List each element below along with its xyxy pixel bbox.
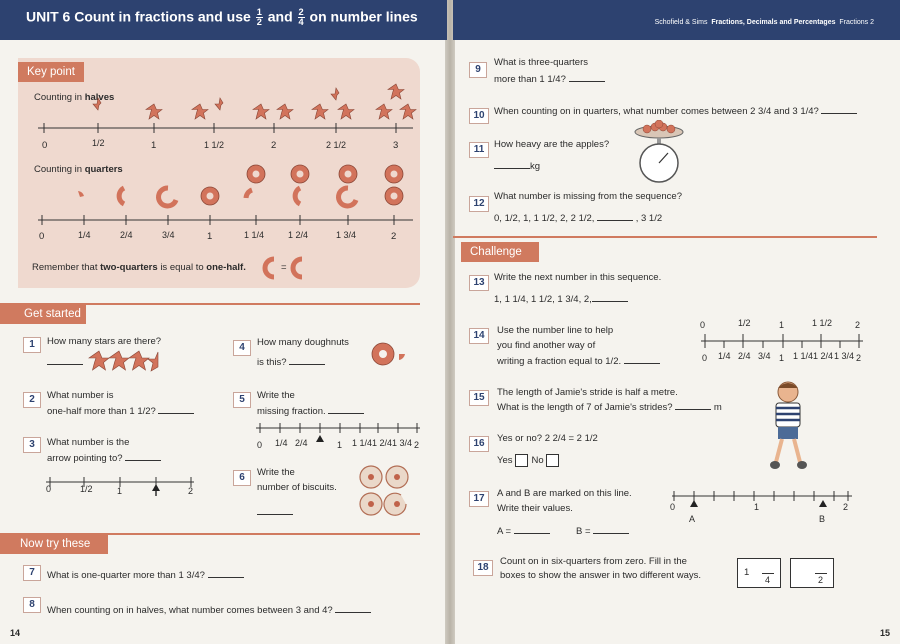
yes-checkbox[interactable]: [515, 454, 528, 467]
key-point-note: Remember that two-quarters is equal to one-half.: [32, 262, 246, 273]
question-5-text: missing fraction.: [257, 404, 364, 419]
biscuits-illustration: [357, 463, 413, 519]
doughnut-half-icon: [265, 259, 274, 277]
question-7-text: What is one-quarter more than 1 3/4?: [47, 568, 244, 583]
question-8-text: When counting on in halves, what number comes between 3 and 4?: [47, 603, 371, 618]
arrow-up-icon: [819, 500, 827, 507]
halves-caption: Counting in halves: [34, 92, 115, 103]
jamie-hair: [778, 383, 798, 388]
q14-top-tick: 2: [855, 320, 861, 330]
no-checkbox[interactable]: [546, 454, 559, 467]
frac-half: $\frac{1}{2}$: [256, 7, 262, 28]
q17-point-b: B: [819, 514, 826, 524]
q14-top-tick: 1: [779, 320, 785, 330]
doughnut-half-icon: [295, 188, 300, 204]
quarters-tick-label: 0: [39, 231, 45, 242]
q14-bottom-tick: 1 1/4: [793, 351, 814, 361]
doughnut-quarter-icon: [399, 354, 405, 360]
arrow-up-icon: [152, 484, 160, 491]
question-14-text: you find another way of: [497, 340, 596, 351]
half-star-icon: [93, 98, 101, 110]
halves-tick-label: 1 1/2: [204, 140, 225, 150]
question-number-9: 9: [469, 62, 487, 78]
question-11-answer[interactable]: kg: [494, 159, 540, 174]
question-12-text: What number is missing from the sequence?: [494, 191, 682, 202]
question-number-1: 1: [23, 337, 41, 353]
quarters-tick-label: 2: [391, 231, 397, 242]
get-started-heading: Get started: [0, 304, 86, 324]
half-star-icon: [148, 352, 158, 371]
doughnut-icon: [247, 165, 265, 183]
doughnut-three-quarter-icon: [159, 188, 176, 206]
q18-denominator: 2: [818, 575, 824, 585]
question-2-text: one-half more than 1 1/2?: [47, 404, 194, 419]
star-icon: [109, 351, 129, 370]
shoe-icon: [797, 461, 807, 469]
half-star-icon: [331, 88, 339, 100]
halves-tick-label: 0: [42, 140, 48, 151]
doughnut-quarter-icon: [78, 191, 84, 197]
question-15-text: The length of Jamie's stride is half a metre.: [497, 387, 678, 398]
apple-icon: [655, 120, 663, 128]
quarters-tick-label: 1 2/4: [288, 230, 309, 240]
running-head: Schofield & Sims Fractions, Decimals and Percentages Fractions 2: [654, 19, 874, 26]
question-14-text: Use the number line to help: [497, 325, 614, 336]
question-14-text: writing a fraction equal to 1/2.: [497, 354, 660, 369]
q14-bottom-tick: 1/4: [718, 351, 731, 361]
star-icon: [129, 351, 149, 370]
question-16-text: Yes or no? 2 2/4 = 2 1/2: [497, 433, 598, 444]
quarters-tick-label: 3/4: [162, 230, 175, 240]
question-2-text: What number is: [47, 390, 114, 401]
question-number-7: 7: [23, 565, 41, 581]
q14-bottom-tick: 1 3/4: [834, 351, 855, 361]
apple-icon: [667, 125, 675, 133]
q14-top-tick: 1/2: [738, 318, 751, 328]
q17-number-line: [668, 490, 858, 520]
running-head-band: [453, 0, 900, 40]
section-rule: [453, 236, 877, 238]
q5-tick-label: 1: [337, 440, 343, 450]
question-3-text: What number is the: [47, 437, 130, 448]
question-5-text: Write the: [257, 390, 295, 401]
halves-tick-label: 2 1/2: [326, 140, 347, 150]
apple-icon: [643, 125, 651, 133]
star-icon: [253, 104, 269, 119]
q17-answer-b[interactable]: B =: [576, 524, 629, 539]
arrow-up-icon: [690, 500, 698, 507]
q5-tick-label: 1 1/4: [352, 438, 373, 448]
q14-bottom-tick: 0: [702, 353, 708, 363]
challenge-heading: Challenge: [461, 242, 539, 262]
star-group-half: [93, 98, 101, 110]
q14-top-tick: 0: [700, 320, 706, 330]
stars-illustration: [88, 350, 172, 372]
quarters-tick-label: 1/4: [78, 230, 91, 240]
star-icon: [400, 104, 416, 119]
quarters-tick-label: 1 1/4: [244, 230, 265, 240]
star-icon: [338, 104, 354, 119]
doughnut-half-icon: [293, 259, 302, 277]
q3-tick-label: 2: [188, 486, 194, 496]
title-part: on number lines: [309, 8, 418, 25]
question-18-text: boxes to show the answer in two different ways.: [500, 570, 702, 581]
halves-tick-label: 1: [151, 140, 157, 151]
q14-bottom-tick: 3/4: [758, 351, 771, 361]
question-17-text: A and B are marked on this line.: [497, 488, 632, 499]
question-10-text: When counting on in quarters, what number comes between 2 3/4 and 3 1/4?: [494, 104, 857, 119]
q14-bottom-tick: 2: [856, 353, 862, 363]
question-number-6: 6: [233, 470, 251, 486]
doughnut-three-quarter-icon: [339, 188, 356, 206]
key-point-label: Key point: [18, 62, 84, 82]
doughnut-icon: [201, 187, 219, 205]
star-icon: [89, 351, 109, 370]
shoe-icon: [770, 461, 780, 469]
question-number-4: 4: [233, 340, 251, 356]
q14-bottom-tick: 2/4: [738, 351, 751, 361]
q18-answer-box-mixed[interactable]: [737, 558, 781, 588]
q5-tick-label: 1/4: [275, 438, 288, 448]
question-number-10: 10: [469, 108, 489, 124]
question-number-18: 18: [473, 560, 493, 576]
question-number-3: 3: [23, 437, 41, 453]
yes-no-choices: Yes No: [497, 454, 563, 468]
q5-tick-label: 2/4: [295, 438, 308, 448]
question-number-8: 8: [23, 597, 41, 613]
right-page: [453, 0, 900, 644]
star-icon: [192, 104, 208, 119]
title-part: Count in fractions and use: [74, 8, 251, 25]
halves-tick-label: 3: [393, 140, 399, 151]
question-number-12: 12: [469, 196, 489, 212]
quarters-tick-label: 2/4: [120, 230, 133, 240]
now-try-heading: Now try these: [0, 534, 108, 554]
question-number-16: 16: [469, 436, 489, 452]
frac-twoq: $\frac{2}{4}$: [298, 7, 304, 28]
question-6-text: number of biscuits.: [257, 482, 337, 493]
question-9-text: more than 1 1/4?: [494, 72, 605, 87]
doughnut-icon: [291, 165, 309, 183]
question-4-text: is this?: [257, 355, 325, 370]
page-number-right: 15: [880, 628, 891, 638]
doughnuts-illustration: [371, 340, 407, 368]
question-12-sequence[interactable]: 0, 1/2, 1, 1 1/2, 2, 2 1/2, , 3 1/2: [494, 213, 663, 224]
halves-tick-label: 1/2: [92, 138, 105, 148]
question-number-14: 14: [469, 328, 489, 344]
doughnut-icon: [385, 187, 403, 205]
question-3-text: arrow pointing to?: [47, 451, 161, 466]
quarters-caption: Counting in quarters: [34, 164, 123, 175]
question-number-17: 17: [469, 491, 489, 507]
q14-top-tick: 1 1/2: [812, 318, 833, 328]
question-number-13: 13: [469, 275, 489, 291]
q5-tick-label: 1 2/4: [372, 438, 393, 448]
q5-tick-label: 1 3/4: [392, 438, 413, 448]
q18-denominator: 4: [765, 575, 771, 585]
answer-line-6[interactable]: [257, 505, 293, 520]
jamie-illustration: [766, 378, 814, 474]
question-9-text: What is three-quarters: [494, 57, 588, 68]
question-11-text: How heavy are the apples?: [494, 139, 610, 150]
arrow-up-icon: [316, 435, 324, 442]
q17-answer-a[interactable]: A =: [497, 524, 550, 539]
question-17-text: Write their values.: [497, 503, 573, 514]
q14-bottom-tick: 1: [779, 353, 785, 363]
q14-bottom-tick: 1 2/4: [813, 351, 834, 361]
q3-tick-label: 1: [117, 486, 123, 496]
star-icon: [146, 104, 162, 119]
answer-line-1[interactable]: [47, 355, 83, 370]
q17-tick-label: 0: [670, 502, 676, 512]
doughnut-icon: [339, 165, 357, 183]
q18-whole: 1: [744, 567, 750, 578]
question-number-15: 15: [469, 390, 489, 406]
equals-sign: =: [281, 262, 287, 273]
q17-tick-label: 2: [843, 502, 849, 512]
question-number-2: 2: [23, 392, 41, 408]
halves-tick-label: 2: [271, 140, 277, 151]
question-13-sequence[interactable]: 1, 1 1/4, 1 1/2, 1 3/4, 2,: [494, 292, 628, 307]
q3-tick-label: 0: [46, 484, 52, 494]
title-part: and: [267, 8, 293, 25]
quarters-number-line: [28, 150, 420, 234]
quarters-tick-label: 1: [207, 231, 213, 242]
weighing-scale-illustration: [632, 120, 686, 186]
q3-tick-label: 1/2: [80, 484, 93, 494]
q18-answer-box-fraction[interactable]: [790, 558, 834, 588]
q17-tick-label: 1: [754, 502, 760, 512]
book-spine: [445, 0, 455, 644]
question-1-text: How many stars are there?: [47, 336, 162, 347]
star-icon: [376, 104, 392, 119]
q5-tick-label: 2: [414, 440, 420, 450]
quarters-tick-label: 1 3/4: [336, 230, 357, 240]
unit-number: UNIT 6: [26, 8, 71, 25]
star-icon: [277, 104, 293, 119]
question-number-5: 5: [233, 392, 251, 408]
unit-title: [26, 8, 418, 27]
doughnut-quarter-icon: [246, 190, 252, 198]
question-15-text: What is the length of 7 of Jamie's strides? m: [497, 402, 722, 413]
page-number-left: 14: [10, 628, 21, 638]
question-4-text: How many doughnuts: [257, 337, 349, 348]
q5-tick-label: 0: [257, 440, 263, 450]
question-13-text: Write the next number in this sequence.: [494, 272, 662, 283]
doughnut-half-icon: [119, 188, 124, 204]
doughnut-icon: [385, 165, 403, 183]
star-icon: [312, 104, 328, 119]
half-star-icon: [215, 98, 223, 110]
unit-header-band: [0, 0, 447, 40]
question-18-text: Count on in six-quarters from zero. Fill in the: [500, 556, 687, 567]
question-6-text: Write the: [257, 467, 295, 478]
question-number-11: 11: [469, 142, 489, 158]
q17-point-a: A: [689, 514, 696, 524]
star-icon: [388, 84, 404, 99]
